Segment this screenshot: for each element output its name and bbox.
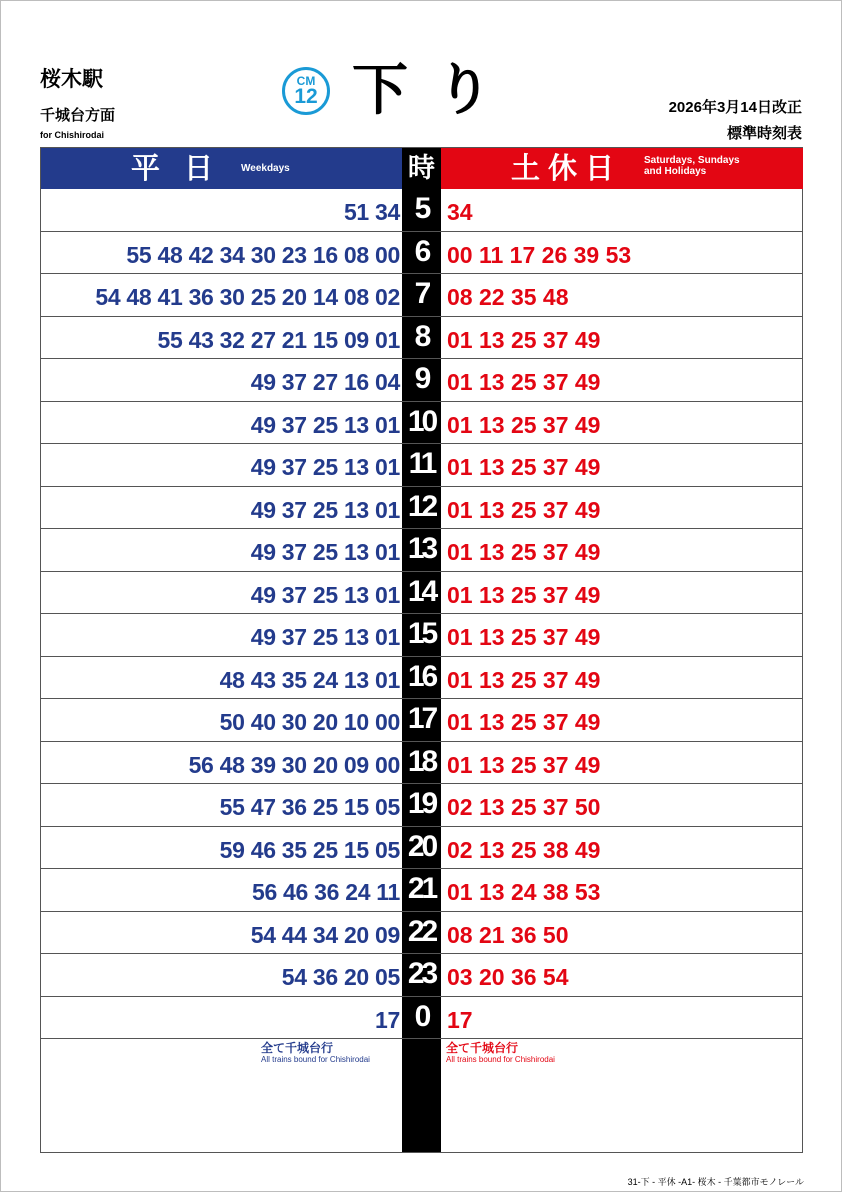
holiday-minutes: 01 13 25 37 49 [447, 454, 601, 480]
table-row [41, 699, 802, 742]
hour-cell: 22 [407, 914, 436, 948]
table-row [41, 232, 802, 275]
holiday-header-label-en-line2: and Holidays [644, 166, 707, 177]
hour-cell: 6 [414, 234, 429, 268]
table-row [41, 954, 802, 997]
weekday-note [261, 1042, 370, 1064]
table-row [41, 274, 802, 317]
holiday-minutes: 01 13 25 37 49 [447, 581, 601, 608]
hour-cell: 5 [414, 192, 429, 225]
table-row [41, 529, 802, 572]
table-row [41, 317, 802, 360]
hour-cell: 14 [407, 574, 436, 608]
holiday-minutes: 01 13 25 37 49 [447, 411, 601, 438]
revision-date: 2026年3月14日改正 [668, 99, 802, 116]
weekday-minutes: 48 43 35 24 13 01 [219, 666, 400, 693]
hour-cell: 8 [414, 319, 429, 353]
timetable [40, 147, 803, 1153]
holiday-minutes: 03 20 36 54 [447, 964, 569, 990]
weekday-minutes: 51 34 [343, 199, 400, 225]
weekday-header [41, 148, 402, 189]
table-row [41, 869, 802, 912]
holiday-minutes: 08 21 36 50 [447, 921, 569, 948]
direction-label: 千城台方面 [40, 107, 116, 124]
weekday-minutes: 55 43 32 27 21 15 09 01 [157, 326, 400, 353]
table-row [41, 742, 802, 785]
weekday-minutes: 56 46 36 24 11 [251, 879, 400, 905]
holiday-minutes: 01 13 25 37 49 [447, 539, 601, 565]
hour-cell: 13 [407, 532, 436, 565]
direction-label-en: for Chishirodai [40, 130, 105, 140]
table-row [41, 402, 802, 445]
holiday-header-label-en [644, 155, 740, 177]
holiday-header-label-en-line1: Saturdays, Sundays [644, 155, 740, 166]
holiday-minutes: 01 13 25 37 49 [447, 369, 601, 395]
weekday-note-text: 全て千城台行 [261, 1041, 334, 1055]
table-row [41, 912, 802, 955]
weekday-minutes: 54 36 20 05 [281, 964, 400, 990]
weekday-minutes: 49 37 25 13 01 [250, 411, 400, 438]
holiday-minutes: 01 13 25 37 49 [447, 496, 601, 523]
weekday-minutes: 49 37 25 13 01 [250, 624, 400, 650]
holiday-header-label: 土休日 [511, 153, 623, 185]
page-title: 下り [352, 58, 520, 121]
holiday-note-text: 全て千城台行 [446, 1041, 519, 1055]
weekday-minutes: 17 [375, 1006, 400, 1033]
holiday-minutes: 01 13 25 37 49 [447, 709, 601, 735]
hour-cell: 18 [407, 744, 436, 778]
hour-cell: 16 [407, 659, 436, 693]
holiday-minutes: 17 [447, 1006, 473, 1033]
hour-cell: 21 [407, 872, 436, 905]
hour-cell: 15 [407, 617, 436, 650]
timetable-rows [41, 189, 802, 1039]
holiday-minutes: 02 13 25 38 49 [447, 836, 601, 863]
holiday-note [446, 1042, 555, 1064]
weekday-minutes: 55 47 36 25 15 05 [219, 794, 400, 820]
weekday-minutes: 49 37 25 13 01 [250, 539, 400, 565]
weekday-minutes: 49 37 25 13 01 [250, 496, 400, 523]
weekday-minutes: 55 48 42 34 30 23 16 08 00 [126, 241, 400, 268]
table-row [41, 784, 802, 827]
hour-cell: 12 [407, 489, 436, 523]
hour-cell: 23 [407, 957, 436, 990]
hour-header: 時 [402, 148, 441, 189]
holiday-minutes: 01 13 25 37 49 [447, 666, 601, 693]
holiday-minutes: 02 13 25 37 50 [447, 794, 601, 820]
weekday-header-label: 平日 [131, 153, 238, 185]
holiday-minutes: 34 [447, 199, 473, 225]
station-number-badge [282, 67, 330, 115]
line-code: CM [296, 74, 316, 88]
holiday-header [441, 148, 803, 189]
holiday-minutes: 01 13 25 37 49 [447, 326, 601, 353]
table-row [41, 359, 802, 402]
weekday-minutes: 56 48 39 30 20 09 00 [188, 751, 400, 778]
hour-cell: 9 [414, 362, 429, 395]
holiday-minutes: 01 13 24 38 53 [447, 879, 601, 905]
weekday-minutes: 54 44 34 20 09 [250, 921, 400, 948]
table-row [41, 572, 802, 615]
hour-cell: 19 [407, 787, 436, 820]
weekday-header-label-en: Weekdays [241, 163, 290, 174]
weekday-minutes: 50 40 30 20 10 00 [219, 709, 400, 735]
table-row [41, 997, 802, 1040]
table-row [41, 657, 802, 700]
weekday-note-text-en: All trains bound for Chishirodai [261, 1055, 370, 1064]
hour-cell: 0 [414, 999, 429, 1033]
holiday-minutes: 00 11 17 26 39 53 [447, 241, 632, 268]
weekday-minutes: 49 37 25 13 01 [250, 581, 400, 608]
table-row [41, 827, 802, 870]
holiday-minutes: 08 22 35 48 [447, 284, 569, 310]
table-row [41, 614, 802, 657]
table-row [41, 444, 802, 487]
holiday-minutes: 01 13 25 37 49 [447, 751, 601, 778]
weekday-minutes: 54 48 41 36 30 25 20 14 08 02 [95, 284, 400, 310]
hour-cell: 10 [407, 404, 436, 438]
holiday-note-text-en: All trains bound for Chishirodai [446, 1055, 555, 1064]
station-name: 桜木駅 [40, 68, 103, 91]
hour-cell: 17 [407, 702, 436, 735]
hour-cell: 11 [408, 447, 435, 480]
weekday-minutes: 49 37 27 16 04 [250, 369, 400, 395]
hour-cell: 7 [414, 277, 429, 310]
hour-cell: 20 [407, 829, 436, 863]
table-row [41, 487, 802, 530]
footer-code: 31-下 - 平休 -A1- 桜木 - 千葉都市モノレール [627, 1177, 804, 1187]
weekday-minutes: 49 37 25 13 01 [250, 454, 400, 480]
holiday-minutes: 01 13 25 37 49 [447, 624, 601, 650]
station-number: 12 [294, 85, 318, 108]
table-row [41, 189, 802, 232]
timetable-kind: 標準時刻表 [726, 125, 802, 142]
weekday-minutes: 59 46 35 25 15 05 [219, 836, 400, 863]
